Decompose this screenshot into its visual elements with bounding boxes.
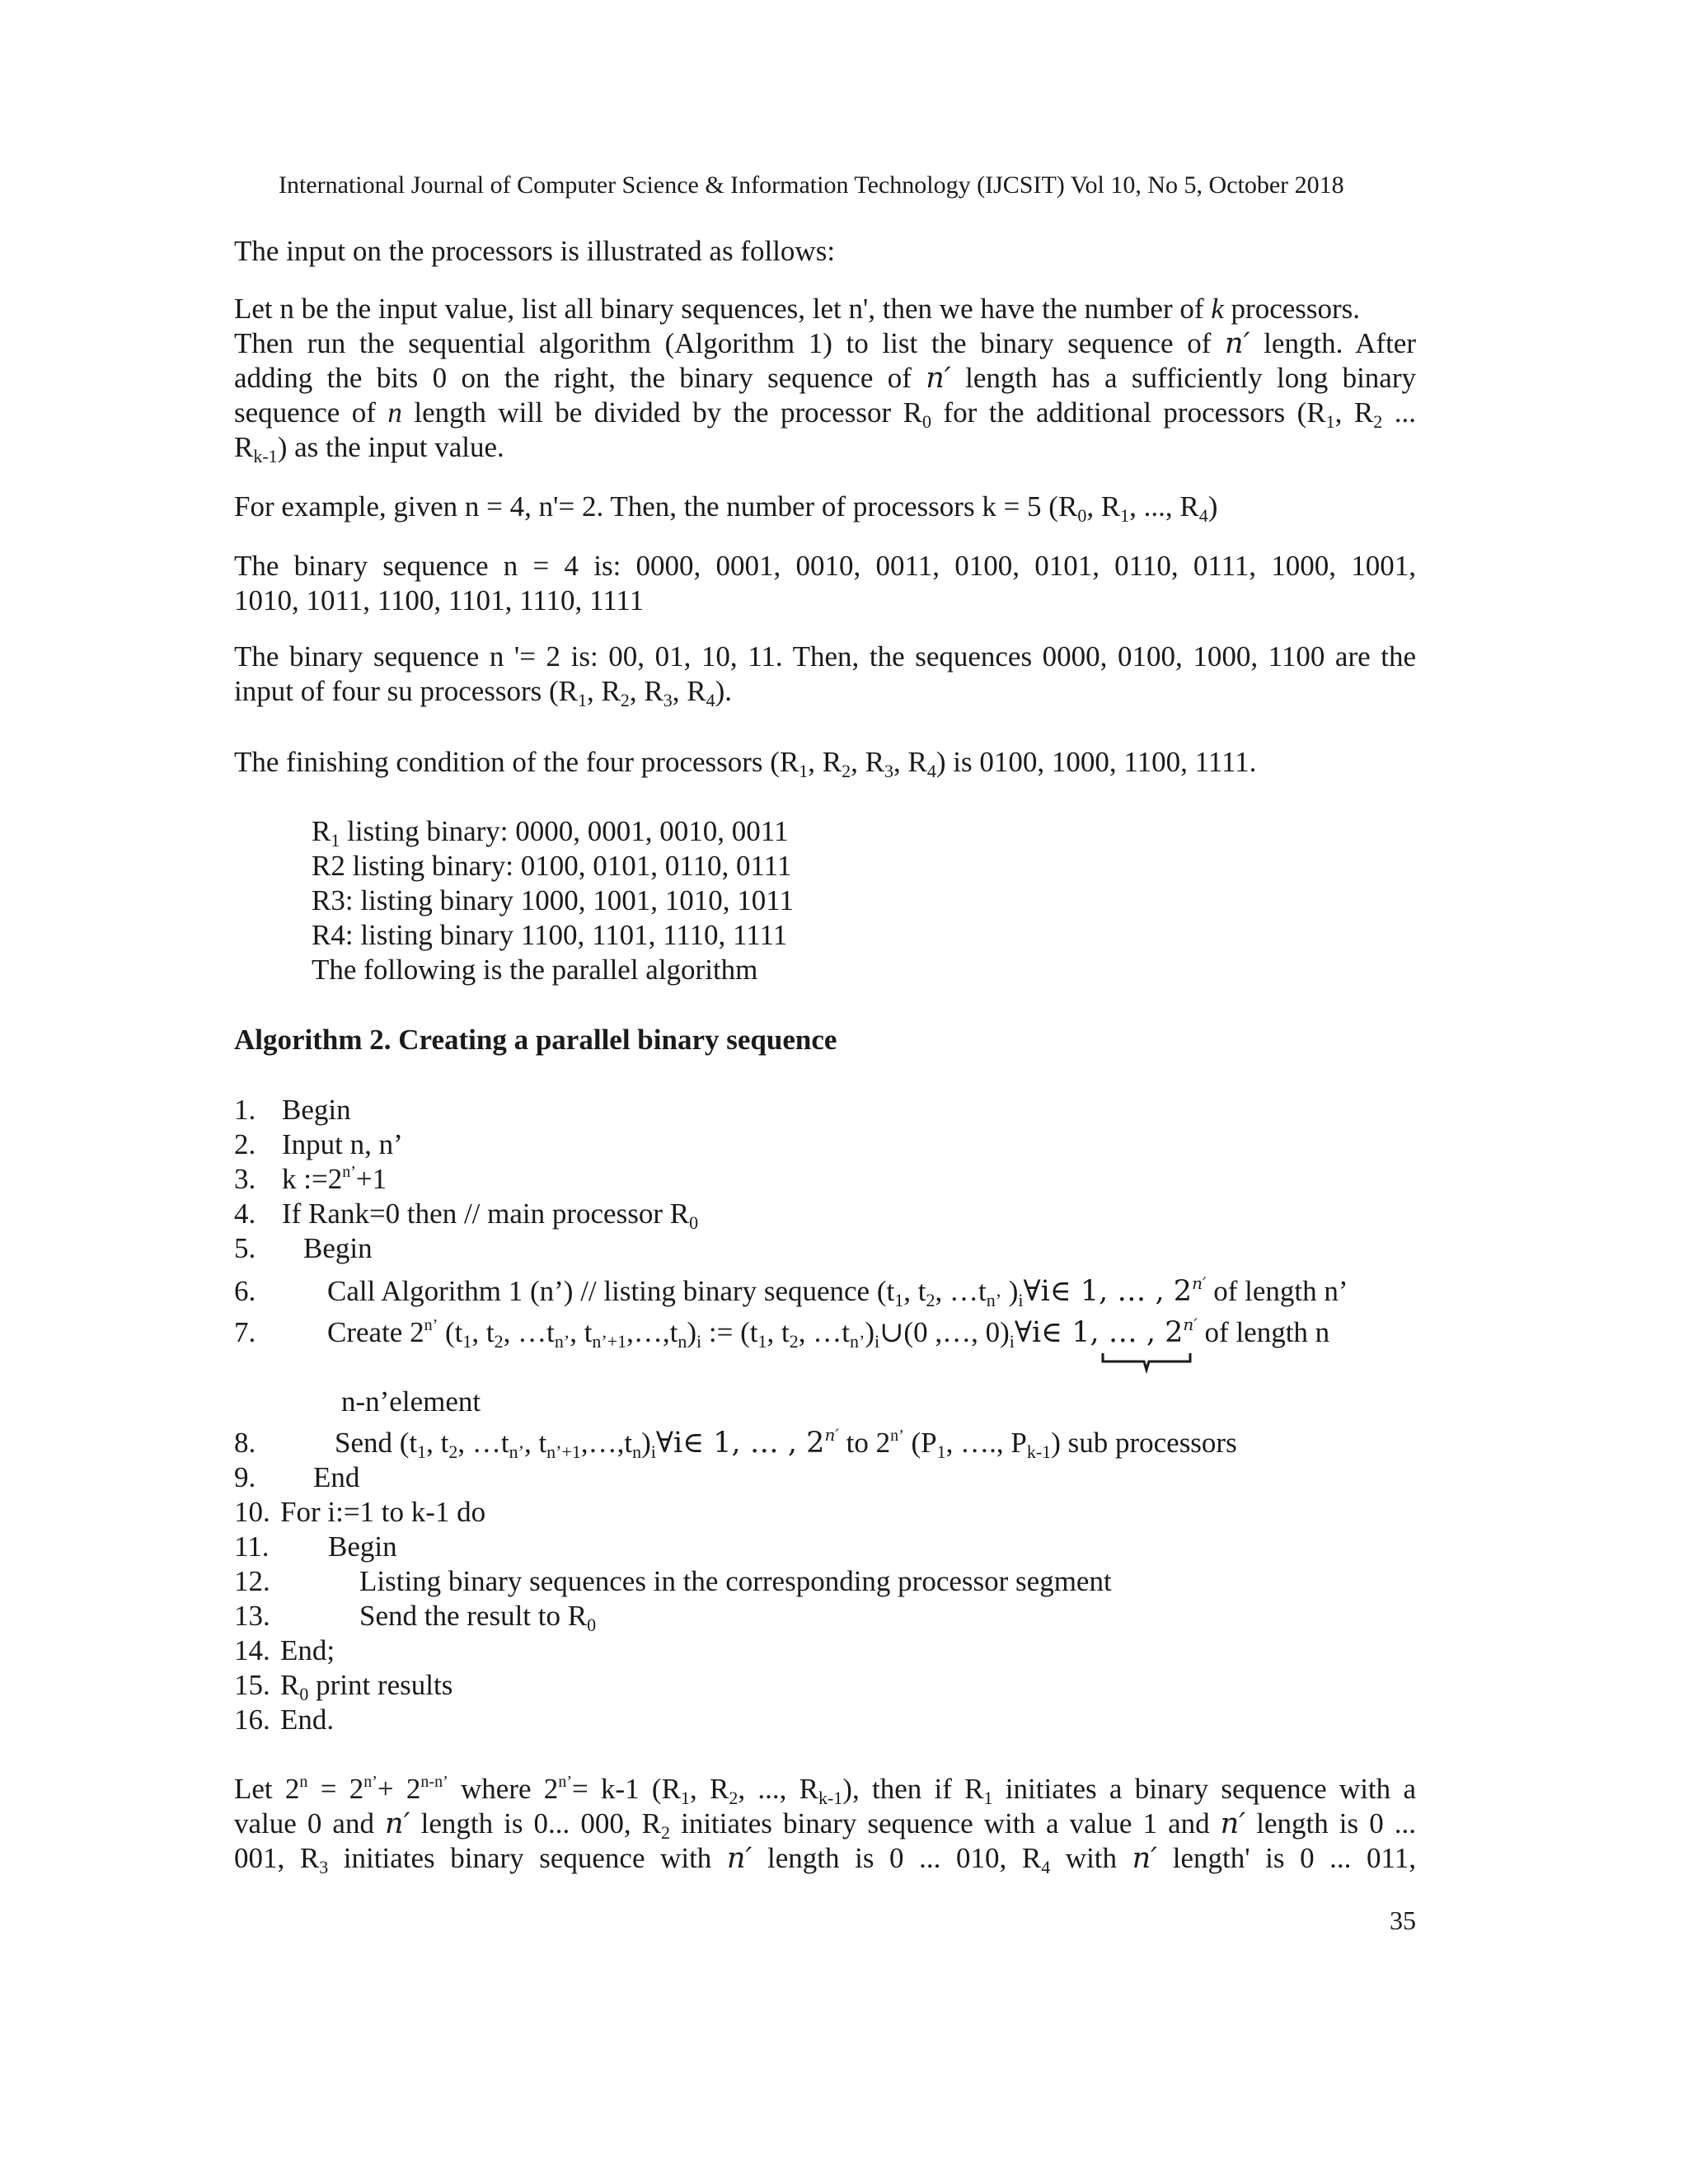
listing-r2: R2 listing binary: 0100, 0101, 0110, 0111: [312, 850, 792, 882]
paragraph-example: For example, given n = 4, n'= 2. Then, the number of processors k = 5 ($R_0$, $R_1$, ..., $R_4$): [234, 490, 1218, 526]
algorithm-step-5: 5. Begin: [234, 1232, 373, 1264]
algorithm-step-1: 1. Begin: [234, 1094, 351, 1126]
listing-r3: R3: listing binary 1000, 1001, 1010, 1011: [312, 884, 794, 916]
para1-line5: $R_{k-1}$) as the input value.: [234, 431, 504, 466]
algorithm-step-2: 2. Input n, n’: [234, 1128, 403, 1160]
algorithm-step-3: 3. k $:=2^{n’}+1$: [234, 1163, 387, 1195]
algorithm-step-16: 16. End.: [234, 1704, 335, 1736]
algorithm-title: Algorithm 2. Creating a parallel binary sequence: [234, 1024, 837, 1056]
algorithm-step-4: 4. If Rank=0 then // main processor $R_0$: [234, 1197, 699, 1233]
algorithm-step-9: 9. End: [234, 1461, 360, 1493]
algorithm-step-10: 10. For i:=1 to k-1 do: [234, 1496, 486, 1528]
page-number: 35: [1390, 1905, 1416, 1935]
underbrace-label: n-n’element: [341, 1385, 481, 1418]
para3-line1: The binary sequence n = 4 is: 0000, 0001, 0010, 0011, 0100, 0101, 0110, 0111, 1000, 1001,: [234, 550, 1416, 582]
para1-line1: Let n be the input value, list all binary sequences, let n', then we have the number of k processors.: [234, 293, 1361, 325]
running-header: International Journal of Computer Science & Information Technology (IJCSIT) Vol 10, No 5, October 2018: [279, 171, 1344, 199]
algorithm-step-7: 7. Create $2^{n’}$ ($t_1$, $t_2$, $\dots t_{n’}$, $t_{n’+1},\dots,t_n)_i$ := ($t_1$, $t_2$, $\dots t_{n’})_i\cup(0$ ,…, $0)_i\forall i\in$ 1, … , $2^{n'}$ of length n: [234, 1315, 1330, 1352]
final-line2: value 0 and n′ length is 0... 000, $R_2$ initiates binary sequence with a value 1 and n′ length is 0 ...: [234, 1807, 1417, 1843]
algorithm-step-8: 8. Send ($t_1$, $t_2$, $\dots t_{n’}$, $t_{n’+1},\dots,t_n)_i\forall i\in$ 1, … , $2^{n'}$ to $2^{n’}$ ($P_1$, …., $P_{k-1}$) sub processors: [234, 1425, 1237, 1462]
para4-line1: The binary sequence n '= 2 is: 00, 01, 10, 11. Then, the sequences 0000, 0100, 1000, 1100 are the: [234, 640, 1416, 673]
para1-line3: adding the bits 0 on the right, the binary sequence of n′ length has a sufficiently long binary: [234, 362, 1416, 395]
algorithm-step-6: 6. Call Algorithm 1 (n’) // listing binary sequence ($t_1$, $t_2$, $\dots t_{n’}$ )$_i\forall i\in$ 1, … , $2^{n'}$ of length n’: [234, 1273, 1348, 1310]
algorithm-step-14: 14. End;: [234, 1634, 335, 1666]
para4-line2: input of four su processors ($R_1$, $R_2$, $R_3$, $R_4$).: [234, 675, 733, 710]
underbrace-mark: [1101, 1352, 1192, 1375]
listing-r4: R4: listing binary 1100, 1101, 1110, 1111: [312, 919, 788, 951]
intro-sentence: The input on the processors is illustrated as follows:: [234, 235, 836, 267]
algorithm-step-13: 13. Send the result to $R_0$: [234, 1600, 597, 1635]
final-line3: 001, $R_3$ initiates binary sequence with n′ length is 0 ... 010, $R_4$ with n′ length' is 0 ... 011,: [234, 1842, 1416, 1877]
para1-line2: Then run the sequential algorithm (Algorithm 1) to list the binary sequence of n′ length. After: [234, 327, 1416, 360]
para1-line4: sequence of n length will be divided by the processor $R_0$ for the additional processors ($R_1$, $R_2$ ...: [234, 396, 1417, 432]
listing-following: The following is the parallel algorithm: [312, 954, 758, 986]
paragraph-finishing-condition: The finishing condition of the four processors ($R_1$, $R_2$, $R_3$, $R_4$) is 0100, 1000, 1100, 1111.: [234, 746, 1257, 781]
algorithm-step-15: 15. $R_0$ print results: [234, 1669, 453, 1704]
para3-line2: 1010, 1011, 1100, 1101, 1110, 1111: [234, 584, 645, 616]
algorithm-step-12: 12. Listing binary sequences in the corresponding processor segment: [234, 1565, 1112, 1597]
listing-r1: $R_1$ listing binary: 0000, 0001, 0010, 0011: [312, 815, 789, 851]
final-line1: Let $2^n = 2^{n’}+ 2^{n-n’}$ where $2^{n’}= k-1$ ($R_1$, $R_2$, ..., $R_{k-1}$), then if $R_1$ initiates a binary sequence with a: [234, 1773, 1416, 1808]
algorithm-step-11: 11. Begin: [234, 1530, 397, 1563]
